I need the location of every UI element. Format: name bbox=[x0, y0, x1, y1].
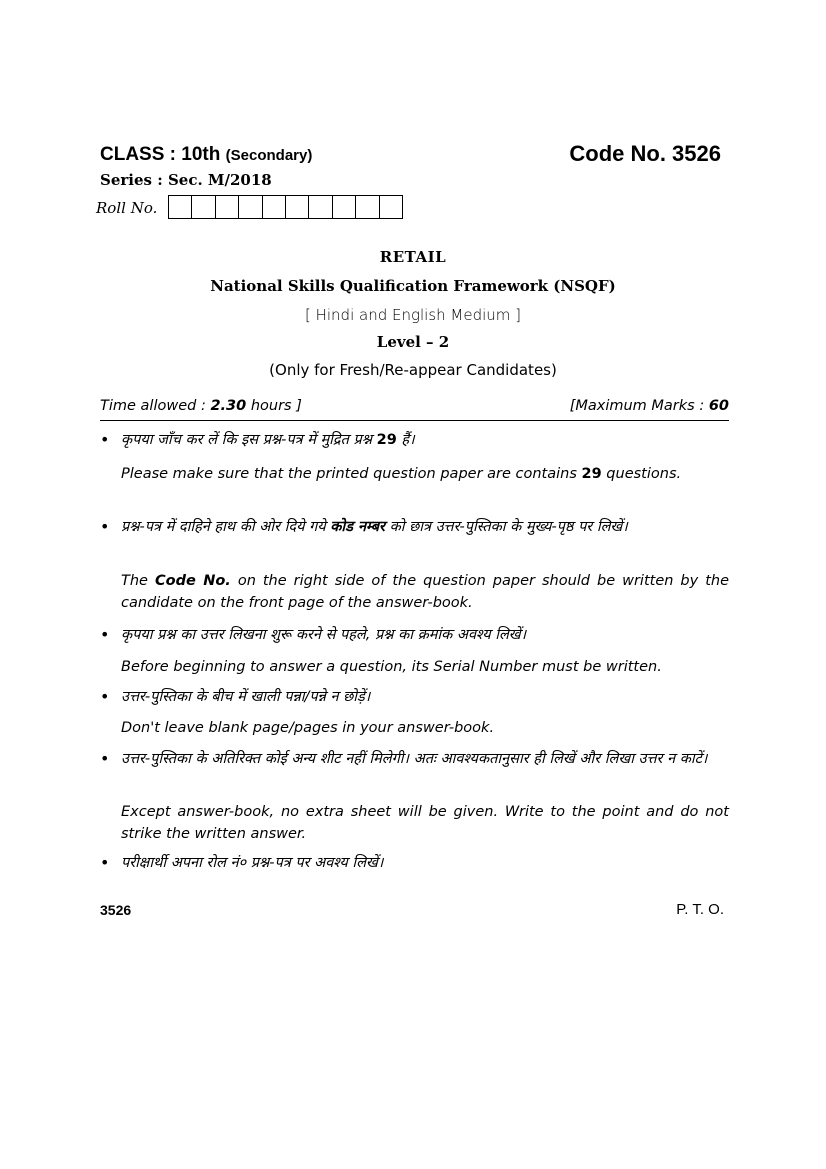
roll-number-label: Roll No. bbox=[96, 199, 158, 217]
candidates-label: (Only for Fresh/Re-appear Candidates) bbox=[269, 361, 557, 379]
marks-value: 60 bbox=[708, 398, 729, 414]
bullet-icon: • bbox=[100, 687, 110, 706]
please-turn-over: P. T. O. bbox=[676, 901, 724, 918]
level-label: Level – 2 bbox=[376, 333, 450, 351]
instruction-hindi: उत्तर-पुस्तिका के बीच में खाली पन्ना/पन्ने न छोड़ें। bbox=[121, 689, 371, 705]
marks-prefix: [Maximum Marks : bbox=[569, 398, 709, 414]
class-sublabel: (Secondary) bbox=[225, 147, 313, 164]
bullet-icon: • bbox=[100, 517, 110, 536]
time-suffix: hours ] bbox=[246, 398, 302, 414]
class-label: CLASS : 10th bbox=[100, 144, 221, 165]
bullet-icon: • bbox=[100, 749, 110, 768]
instruction-hindi: कृपया जाँच कर लें कि इस प्रश्न-पत्र में मुद्रित प्रश्न 29 हैं। bbox=[121, 432, 415, 448]
instruction-hindi: परीक्षार्थी अपना रोल नं० प्रश्न-पत्र पर अवश्य लिखें। bbox=[121, 855, 384, 871]
series-label: Series : Sec. M/2018 bbox=[100, 171, 272, 189]
instructions-list: • कृपया जाँच कर लें कि इस प्रश्न-पत्र में मुद्रित प्रश्न 29 हैं। Please make sure that the printed question paper are contains 29 questions. • प्रश्न-पत्र में दाहिने हाथ की ओर दिये गये कोड नम्बर को छात्र उत्तर-पुस्तिका के मुख्य-पृष्ठ पर लिखें। The Code No. on the right side of the question paper should be written by the candidate on the front page of the answer-book. • कृपया प्रश्न का उत्तर लिखना शुरू करने से पहले, प्रश्न का क्रमांक अवश्य लिखें। Before beginning to answer a question, its Serial Number must be written. • उत्तर-पुस्तिका के बीच में खाली पन्ना/पन्ने न छोड़ें। Don't leave blank page/pages in your answer-book. • उत्तर-पुस्तिका के अतिरिक्त कोई अन्य शीट नहीं मिलेगी। अतः आवश्यकतानुसार ही लिखें और लिखा उत्तर न काटें। Except answer-book, no extra sheet will be given. Write to the point and do not strike the written answer. • परीक्षार्थी अपना रोल नं० प्रश्न-पत्र पर अवश्य लिखें। bbox=[100, 430, 729, 872]
subject-title: RETAIL bbox=[379, 248, 447, 266]
footer-code: 3526 bbox=[100, 902, 132, 918]
bullet-icon: • bbox=[100, 430, 110, 449]
instruction-hindi: उत्तर-पुस्तिका के अतिरिक्त कोई अन्य शीट नहीं मिलेगी। अतः आवश्यकतानुसार ही लिखें और लिखा उत्तर न काटें। bbox=[121, 751, 708, 767]
bullet-icon: • bbox=[100, 625, 110, 644]
framework-title: National Skills Qualification Framework (NSQF) bbox=[210, 277, 616, 295]
instruction-hindi: कृपया प्रश्न का उत्तर लिखना शुरू करने से पहले, प्रश्न का क्रमांक अवश्य लिखें। bbox=[121, 627, 527, 643]
code-number: Code No. 3526 bbox=[569, 141, 721, 166]
instruction-hindi: प्रश्न-पत्र में दाहिने हाथ की ओर दिये गये कोड नम्बर को छात्र उत्तर-पुस्तिका के मुख्य-पृष्ठ पर लिखें। bbox=[121, 519, 628, 535]
time-prefix: Time allowed : bbox=[100, 398, 211, 414]
medium-label: [ Hindi and English Medium ] bbox=[304, 306, 522, 324]
bullet-icon: • bbox=[100, 853, 110, 872]
time-value: 2.30 bbox=[210, 398, 247, 414]
